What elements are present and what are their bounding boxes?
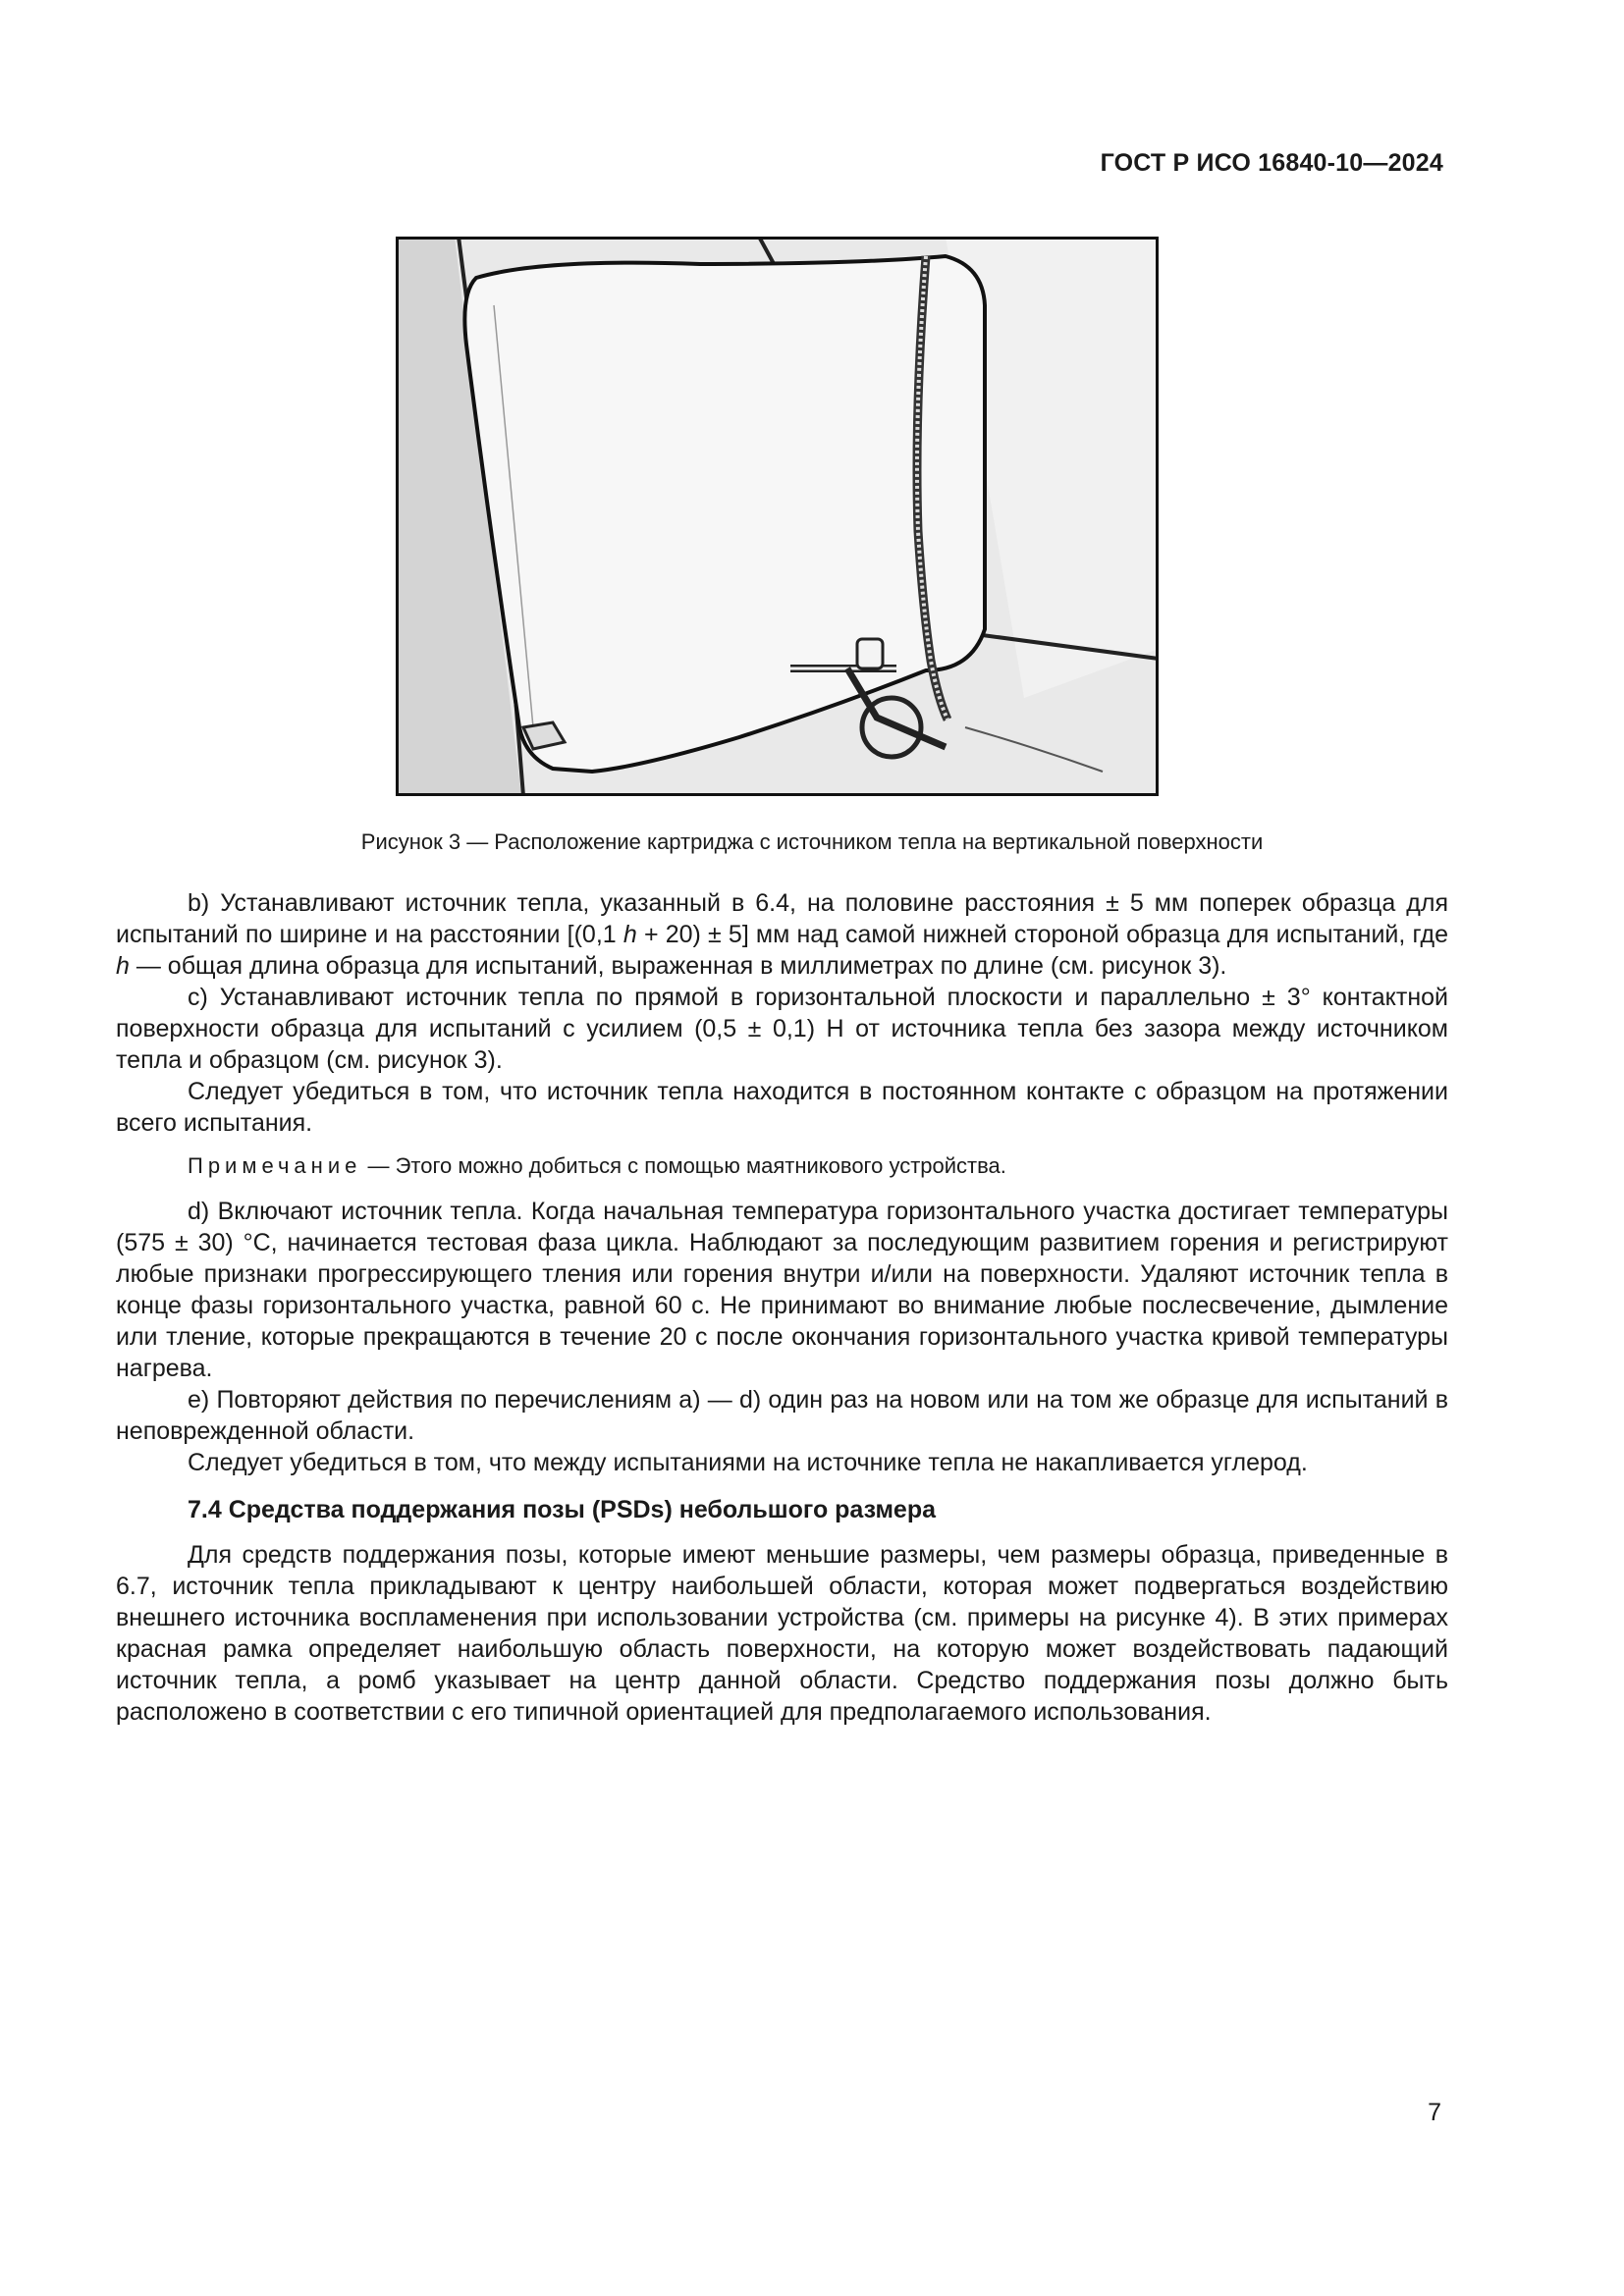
note-text: — Этого можно добиться с помощью маятникового устройства. [361, 1153, 1006, 1178]
figure-caption: Рисунок 3 — Расположение картриджа с источником тепла на вертикальной поверхности [360, 829, 1264, 854]
paragraph-b: b) Устанавливают источник тепла, указанный в 6.4, на половине расстояния ± 5 мм поперек образца для испытаний по ширине и на расстоянии [(0,1 h + 20) ± 5] мм над самой нижней стороной образца для испытаний, где h — общая длина образца для испытаний, выраженная в миллиметрах по длине (см. рисунок 3). [116, 889, 1449, 980]
paragraph-e-follow: Следует убедиться в том, что между испытаниями на источнике тепла не накапливается углерод. [188, 1449, 1308, 1476]
figure-3-illustration [396, 237, 1159, 796]
note-label: Примечание [188, 1153, 362, 1178]
section-text: Для средств поддержания позы, которые имеют меньшие размеры, чем размеры образца, приведенные в 6.7, источник тепла прикладывают к центру наибольшей области, которая может подвергаться воздействию внешнего источника воспламенения при использовании устройства (см. примеры на рисунке 4). В этих примерах красная рамка определяет наибольшую область поверхности, на которую может воздействовать падающий источник тепла, а ромб указывает на центр данной области. Средство поддержания позы должно быть расположено в соответствии с его типичной ориентацией для предполагаемого использования. [116, 1541, 1448, 1726]
heater-clamp-screw [857, 639, 883, 668]
paragraph-e: e) Повторяют действия по перечислениям a) — d) один раз на новом или на том же образце для испытаний в неповрежденной области. [116, 1386, 1448, 1445]
paragraph-c-follow: Следует убедиться в том, что источник тепла находится в постоянном контакте с образцом на протяжении всего испытания. [116, 1078, 1448, 1137]
section-heading: 7.4 Средства поддержания позы (PSDs) небольшого размера [188, 1496, 937, 1523]
document-header: ГОСТ Р ИСО 16840-10—2024 [1100, 149, 1443, 177]
paragraph-c: c) Устанавливают источник тепла по прямой в горизонтальной плоскости и параллельно ± 3° контактной поверхности образца для испытаний с усилием (0,5 ± 0,1) Н от источника тепла без зазора между источником тепла и образцом (см. рисунок 3). [116, 984, 1448, 1074]
document-body [116, 887, 1448, 1728]
page-number: 7 [1428, 2099, 1441, 2126]
note [116, 1150, 1448, 1182]
paragraph-d: d) Включают источник тепла. Когда начальная температура горизонтального участка достигает температуры (575 ± 30) °C, начинается тестовая фаза цикла. Наблюдают за последующим развитием горения и регистрируют любые признаки прогрессирующего тления или горения внутри и/или на поверхности. Удаляют источник тепла в конце фазы горизонтального участка, равной 60 с. Не принимают во внимание любые послесвечение, дымление или тление, которые прекращаются в течение 20 с после окончания горизонтального участка кривой температуры нагрева. [116, 1198, 1448, 1382]
